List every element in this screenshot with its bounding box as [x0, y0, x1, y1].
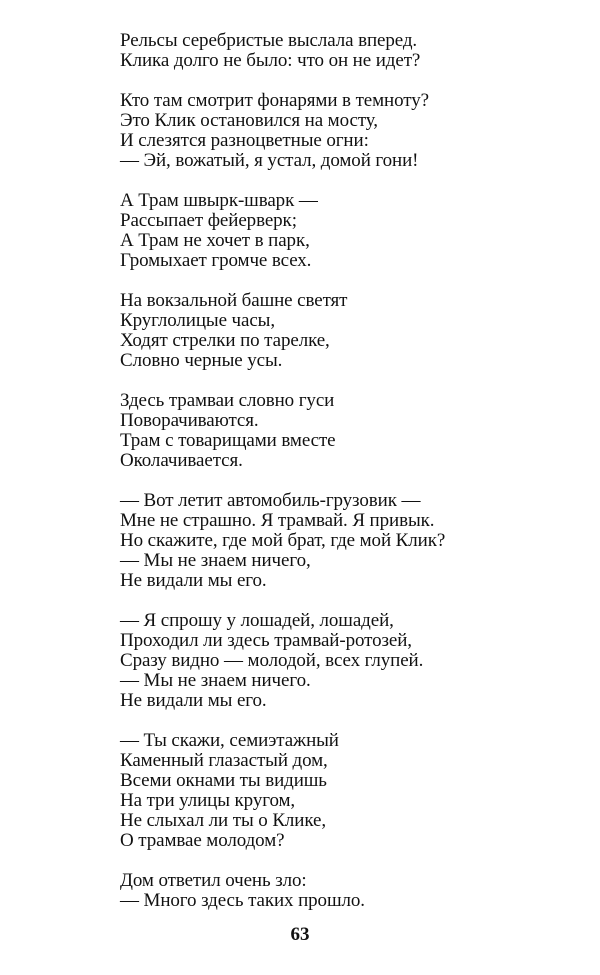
poem-line: — Я спрошу у лошадей, лошадей, — [120, 610, 394, 631]
poem-line: Громыхает громче всех. — [120, 250, 312, 271]
poem-line: — Вот летит автомобиль-грузовик — — [120, 490, 421, 511]
poem-line: Здесь трамваи словно гуси — [120, 390, 335, 411]
stanza — [120, 31, 445, 71]
poem-line: Ходят стрелки по тарелке, — [120, 330, 330, 351]
poem-line: Не видали мы его. — [120, 570, 267, 591]
poem-line: На вокзальной башне светят — [120, 290, 348, 311]
poem-line: О трамвае молодом? — [120, 830, 285, 851]
poem-line: Сразу видно — молодой, всех глупей. — [120, 650, 424, 671]
poem-line: Это Клик остановился на мосту, — [120, 110, 378, 131]
poem-line: Мне не страшно. Я трамвай. Я привык. — [120, 510, 435, 531]
stanza — [120, 191, 445, 271]
poem-line: Дом ответил очень зло: — [120, 870, 307, 891]
stanza — [120, 91, 445, 171]
poem-line: Не видали мы его. — [120, 690, 267, 711]
poem-line: Словно черные усы. — [120, 350, 283, 371]
stanza — [120, 391, 445, 471]
poem-line: Околачивается. — [120, 450, 243, 471]
poem-line: Круглолицые часы, — [120, 310, 275, 331]
poem-line: — Эй, вожатый, я устал, домой гони! — [120, 150, 419, 171]
poem-line: — Ты скажи, семиэтажный — [120, 730, 339, 751]
poem-line: Проходил ли здесь трамвай-ротозей, — [120, 630, 412, 651]
poem-line: Трам с товарищами вместе — [120, 430, 336, 451]
poem-line: Не слыхал ли ты о Клике, — [120, 810, 326, 831]
poem-line: Поворачиваются. — [120, 410, 259, 431]
poem-line: Клика долго не было: что он не идет? — [120, 50, 421, 71]
poem-line: — Много здесь таких прошло. — [120, 890, 365, 911]
page-number: 63 — [290, 924, 310, 945]
poem-line: — Мы не знаем ничего. — [120, 670, 311, 691]
poem-line: Кто там смотрит фонарями в темноту? — [120, 90, 429, 111]
poem-line: А Трам не хочет в парк, — [120, 230, 310, 251]
poem-line: А Трам швырк-шварк — — [120, 190, 318, 211]
stanza — [120, 731, 445, 851]
poem-line: Каменный глазастый дом, — [120, 750, 328, 771]
poem-line: На три улицы кругом, — [120, 790, 296, 811]
poem-line: Но скажите, где мой брат, где мой Клик? — [120, 530, 446, 551]
poem-line: Рельсы серебристые выслала вперед. — [120, 30, 418, 51]
stanza — [120, 291, 445, 371]
poem-text — [120, 31, 445, 931]
stanza — [120, 491, 445, 591]
stanza — [120, 871, 445, 911]
poem-line: — Мы не знаем ничего, — [120, 550, 311, 571]
poem-line: Рассыпает фейерверк; — [120, 210, 297, 231]
poem-line: И слезятся разноцветные огни: — [120, 130, 369, 151]
stanza — [120, 611, 445, 711]
poem-line: Всеми окнами ты видишь — [120, 770, 327, 791]
